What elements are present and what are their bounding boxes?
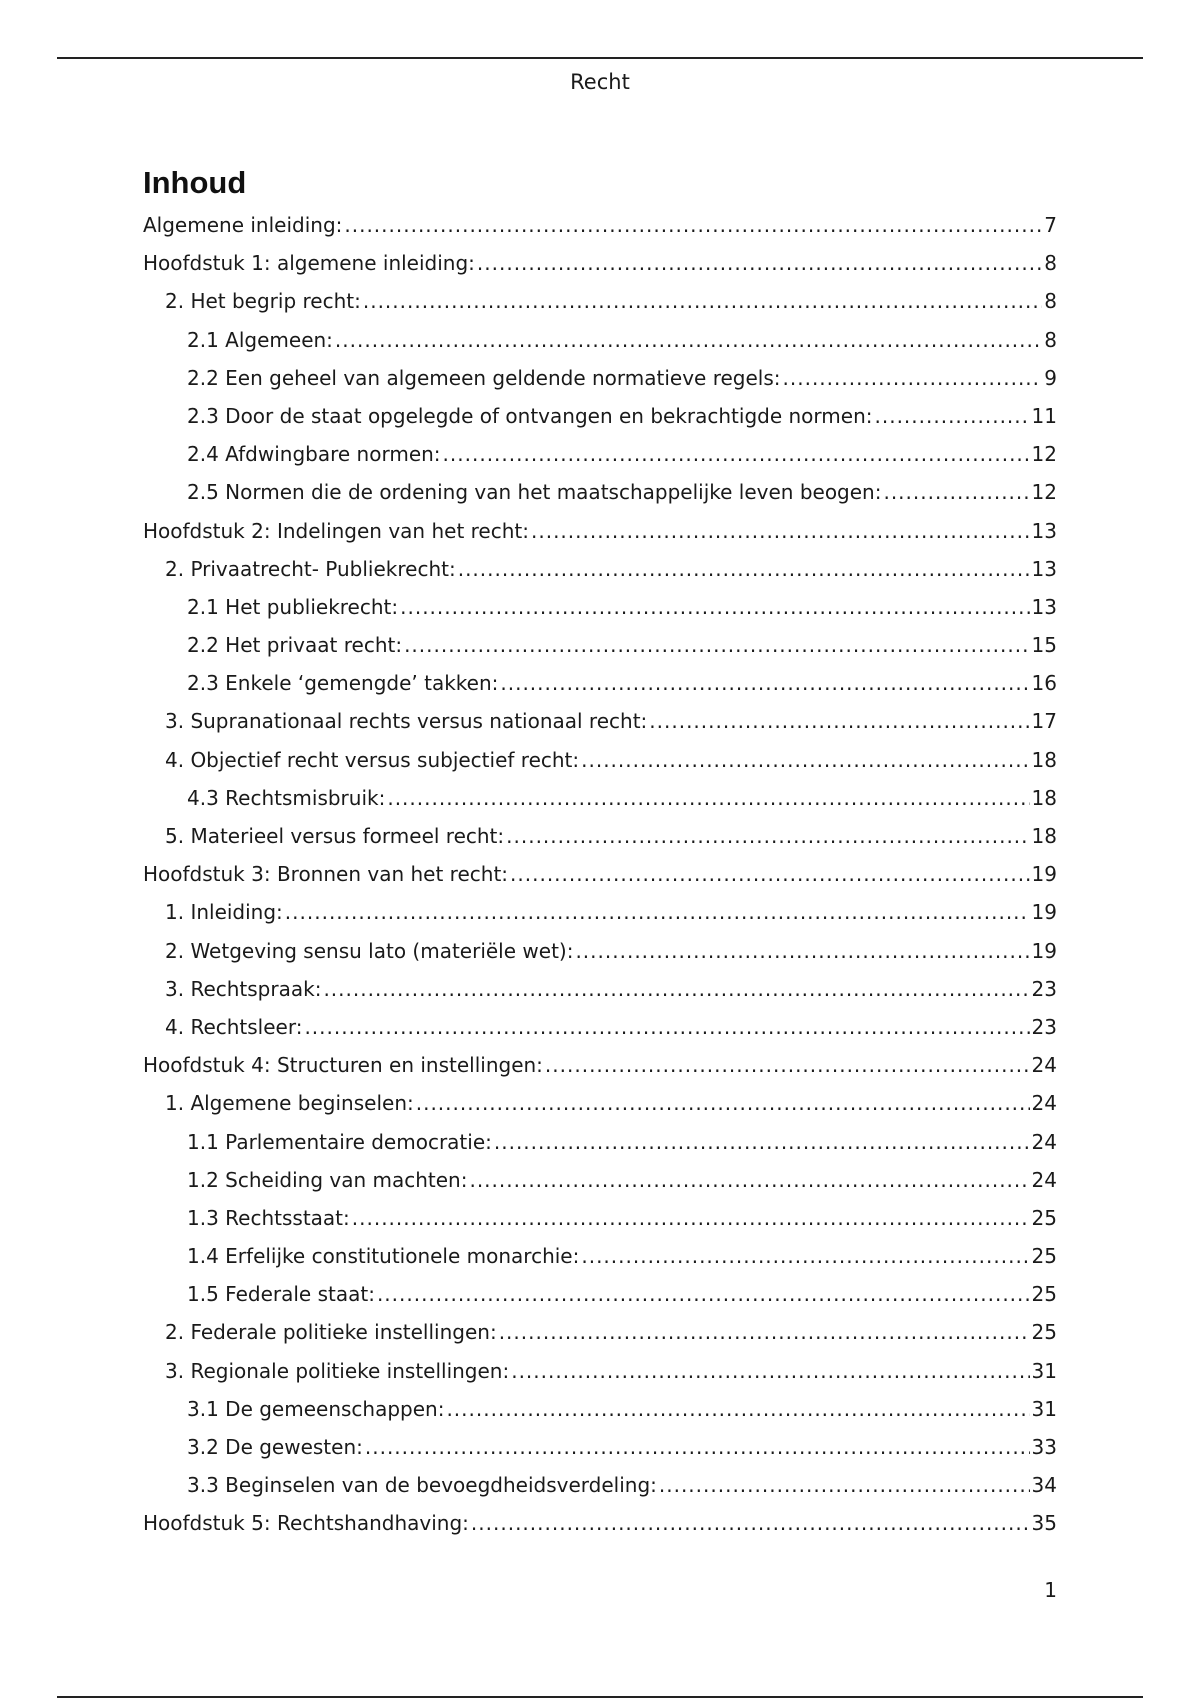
toc-entry-page-number: 19 [1031,938,1057,963]
toc-entry-label: 2. Privaatrecht- Publiekrecht: [165,556,456,581]
toc-dot-leader [659,1473,1030,1497]
toc-dot-leader [458,557,1030,581]
toc-entry-page-number: 7 [1044,213,1057,237]
toc-entry-page-number: 8 [1044,289,1057,314]
toc-entry[interactable] [143,900,1057,938]
toc-entry-label: 5. Materieel versus formeel recht: [165,824,505,848]
toc-entry[interactable] [143,1282,1057,1320]
toc-entry-label: 3. Rechtspraak: [165,976,322,1001]
toc-dot-leader [499,1320,1030,1344]
toc-entry-page-number: 25 [1031,1282,1057,1307]
header-rule [57,57,1143,59]
toc-dot-leader [416,1091,1030,1115]
toc-entry-label: 3. Supranationaal rechts versus nationaal recht: [165,709,648,734]
toc-entry[interactable] [143,671,1057,709]
page-number: 1 [1044,1578,1057,1602]
toc-entry[interactable] [143,366,1057,404]
toc-entry-page-number: 19 [1031,862,1057,887]
toc-heading: Inhoud [143,165,247,200]
toc-entry[interactable] [143,519,1057,557]
toc-dot-leader [285,900,1030,924]
toc-entry[interactable] [143,709,1057,747]
toc-entry[interactable] [143,557,1057,595]
toc-entry-label: Hoofdstuk 5: Rechtshandhaving: [143,1511,469,1536]
toc-entry[interactable] [143,977,1057,1015]
toc-dot-leader [443,442,1030,466]
toc-entry-label: Hoofdstuk 2: Indelingen van het recht: [143,518,529,543]
toc-entry-label: 3.3 Beginselen van de bevoegdheidsverdeling: [187,1473,657,1498]
page-header-title: Recht [570,70,630,94]
toc-entry-label: 2.1 Het publiekrecht: [187,594,399,619]
toc-dot-leader [506,824,1029,848]
toc-entry-label: 2.3 Door de staat opgelegde of ontvangen en bekrachtigde normen: [187,403,873,428]
toc-dot-leader [363,289,1042,313]
toc-entry-label: 2.3 Enkele ‘gemengde’ takken: [187,671,499,696]
toc-entry-label: 1. Algemene beginselen: [165,1091,414,1116]
toc-entry-page-number: 18 [1031,747,1057,772]
toc-dot-leader [404,633,1029,657]
toc-entry-page-number: 11 [1031,403,1057,428]
toc-entry-label: 2.2 Het privaat recht: [187,633,403,658]
toc-entry-page-number: 15 [1031,633,1057,658]
toc-entry-page-number: 25 [1031,1205,1057,1230]
toc-entry-label: 4. Rechtsleer: [165,1014,303,1039]
toc-entry-page-number: 33 [1031,1435,1057,1459]
toc-entry-label: 1.4 Erfelijke constitutionele monarchie: [187,1244,580,1269]
toc-entry-page-number: 16 [1031,671,1057,696]
toc-entry-label: 2. Wetgeving sensu lato (materiële wet): [165,938,574,963]
toc-entry[interactable] [143,1053,1057,1091]
toc-dot-leader [875,404,1030,428]
toc-entry-page-number: 13 [1031,594,1057,619]
toc-dot-leader [883,480,1029,504]
toc-dot-leader [471,1511,1030,1535]
toc-entry-label: 2. Het begrip recht: [165,289,361,314]
toc-entry-page-number: 18 [1031,785,1057,810]
toc-entry[interactable] [143,1015,1057,1053]
toc-dot-leader [783,366,1043,390]
toc-entry-page-number: 23 [1031,976,1057,1001]
toc-entry-label: 2.5 Normen die de ordening van het maatschappelijke leven beogen: [187,480,882,505]
toc-dot-leader [365,1435,1030,1459]
toc-dot-leader [494,1130,1030,1154]
toc-entry[interactable] [143,1435,1057,1473]
toc-entry-label: 2.2 Een geheel van algemeen geldende normatieve regels: [187,365,781,390]
toc-entry-label: 2.1 Algemeen: [187,327,333,352]
toc-entry-label: 1.1 Parlementaire democratie: [187,1129,492,1154]
toc-entry-label: 3. Regionale politieke instellingen: [165,1358,510,1383]
toc-entry-label: 3.1 De gemeenschappen: [187,1396,445,1421]
toc-entry[interactable] [143,213,1057,251]
toc-dot-leader [531,519,1030,543]
toc-dot-leader [400,595,1029,619]
toc-entry[interactable] [143,786,1057,824]
toc-dot-leader [581,748,1029,772]
toc-entry-page-number: 8 [1044,327,1057,352]
toc-dot-leader [477,251,1042,275]
toc-entry-page-number: 25 [1031,1320,1057,1345]
toc-entry[interactable] [143,1511,1057,1549]
toc-entry[interactable] [143,1206,1057,1244]
toc-entry-page-number: 24 [1031,1167,1057,1192]
toc-entry-label: Hoofdstuk 3: Bronnen van het recht: [143,862,509,887]
toc-entry-page-number: 31 [1031,1396,1057,1421]
toc-dot-leader [377,1282,1030,1306]
toc-dot-leader [469,1168,1029,1192]
toc-entry[interactable] [143,442,1057,480]
toc-dot-leader [649,709,1029,733]
toc-entry[interactable] [143,1244,1057,1282]
toc-entry-page-number: 13 [1031,556,1057,581]
toc-dot-leader [335,328,1042,352]
toc-dot-leader [387,786,1029,810]
toc-entry[interactable] [143,328,1057,366]
toc-entry[interactable] [143,1130,1057,1168]
toc-entry-label: Hoofdstuk 1: algemene inleiding: [143,251,475,276]
toc-dot-leader [510,862,1030,886]
toc-entry[interactable] [143,939,1057,977]
toc-entry[interactable] [143,595,1057,633]
toc-entry-page-number: 12 [1031,442,1057,467]
toc-entry[interactable] [143,289,1057,327]
toc-dot-leader [581,1244,1029,1268]
toc-entry-page-number: 35 [1031,1511,1057,1536]
toc-entry-page-number: 19 [1031,900,1057,925]
toc-entry-page-number: 12 [1031,480,1057,505]
toc-list [143,213,1057,1550]
toc-entry[interactable] [143,1473,1057,1511]
toc-entry-label: 3.2 De gewesten: [187,1435,363,1459]
toc-entry[interactable] [143,1320,1057,1358]
toc-entry-page-number: 31 [1031,1358,1057,1383]
footer-rule [57,1696,1143,1698]
toc-dot-leader [323,977,1029,1001]
toc-entry[interactable] [143,862,1057,900]
toc-entry-label: 1.3 Rechtsstaat: [187,1205,350,1230]
toc-entry-page-number: 9 [1044,365,1057,390]
toc-entry-label: Algemene inleiding: [143,213,343,237]
toc-entry-page-number: 18 [1031,824,1057,848]
toc-entry-label: Hoofdstuk 4: Structuren en instellingen: [143,1053,543,1078]
toc-dot-leader [304,1015,1029,1039]
toc-dot-leader [545,1053,1030,1077]
toc-entry-page-number: 24 [1031,1091,1057,1116]
toc-entry-page-number: 24 [1031,1129,1057,1154]
toc-entry[interactable] [143,1091,1057,1129]
toc-entry[interactable] [143,1359,1057,1397]
toc-entry-label: 4. Objectief recht versus subjectief recht: [165,747,580,772]
toc-entry-page-number: 34 [1031,1473,1057,1498]
toc-entry-page-number: 25 [1031,1244,1057,1269]
toc-dot-leader [344,213,1042,237]
toc-entry-label: 1.2 Scheiding van machten: [187,1167,468,1192]
toc-dot-leader [511,1359,1029,1383]
toc-entry[interactable] [143,251,1057,289]
toc-entry[interactable] [143,824,1057,862]
toc-entry-label: 2. Federale politieke instellingen: [165,1320,497,1345]
toc-entry-label: 2.4 Afdwingbare normen: [187,442,441,467]
toc-entry-page-number: 8 [1044,251,1057,276]
toc-entry-label: 4.3 Rechtsmisbruik: [187,785,386,810]
toc-entry[interactable] [143,1168,1057,1206]
toc-entry-label: 1.5 Federale staat: [187,1282,375,1307]
table-of-contents [143,165,1057,1550]
toc-entry-page-number: 23 [1031,1014,1057,1039]
toc-entry[interactable] [143,404,1057,442]
toc-entry-page-number: 13 [1031,518,1057,543]
toc-entry[interactable] [143,1397,1057,1435]
toc-dot-leader [500,671,1029,695]
toc-entry-page-number: 17 [1031,709,1057,734]
toc-entry-label: 1. Inleiding: [165,900,283,925]
toc-entry[interactable] [143,480,1057,518]
toc-entry[interactable] [143,633,1057,671]
toc-entry[interactable] [143,748,1057,786]
toc-dot-leader [446,1397,1029,1421]
toc-entry-page-number: 24 [1031,1053,1057,1078]
toc-dot-leader [352,1206,1030,1230]
toc-dot-leader [575,939,1029,963]
